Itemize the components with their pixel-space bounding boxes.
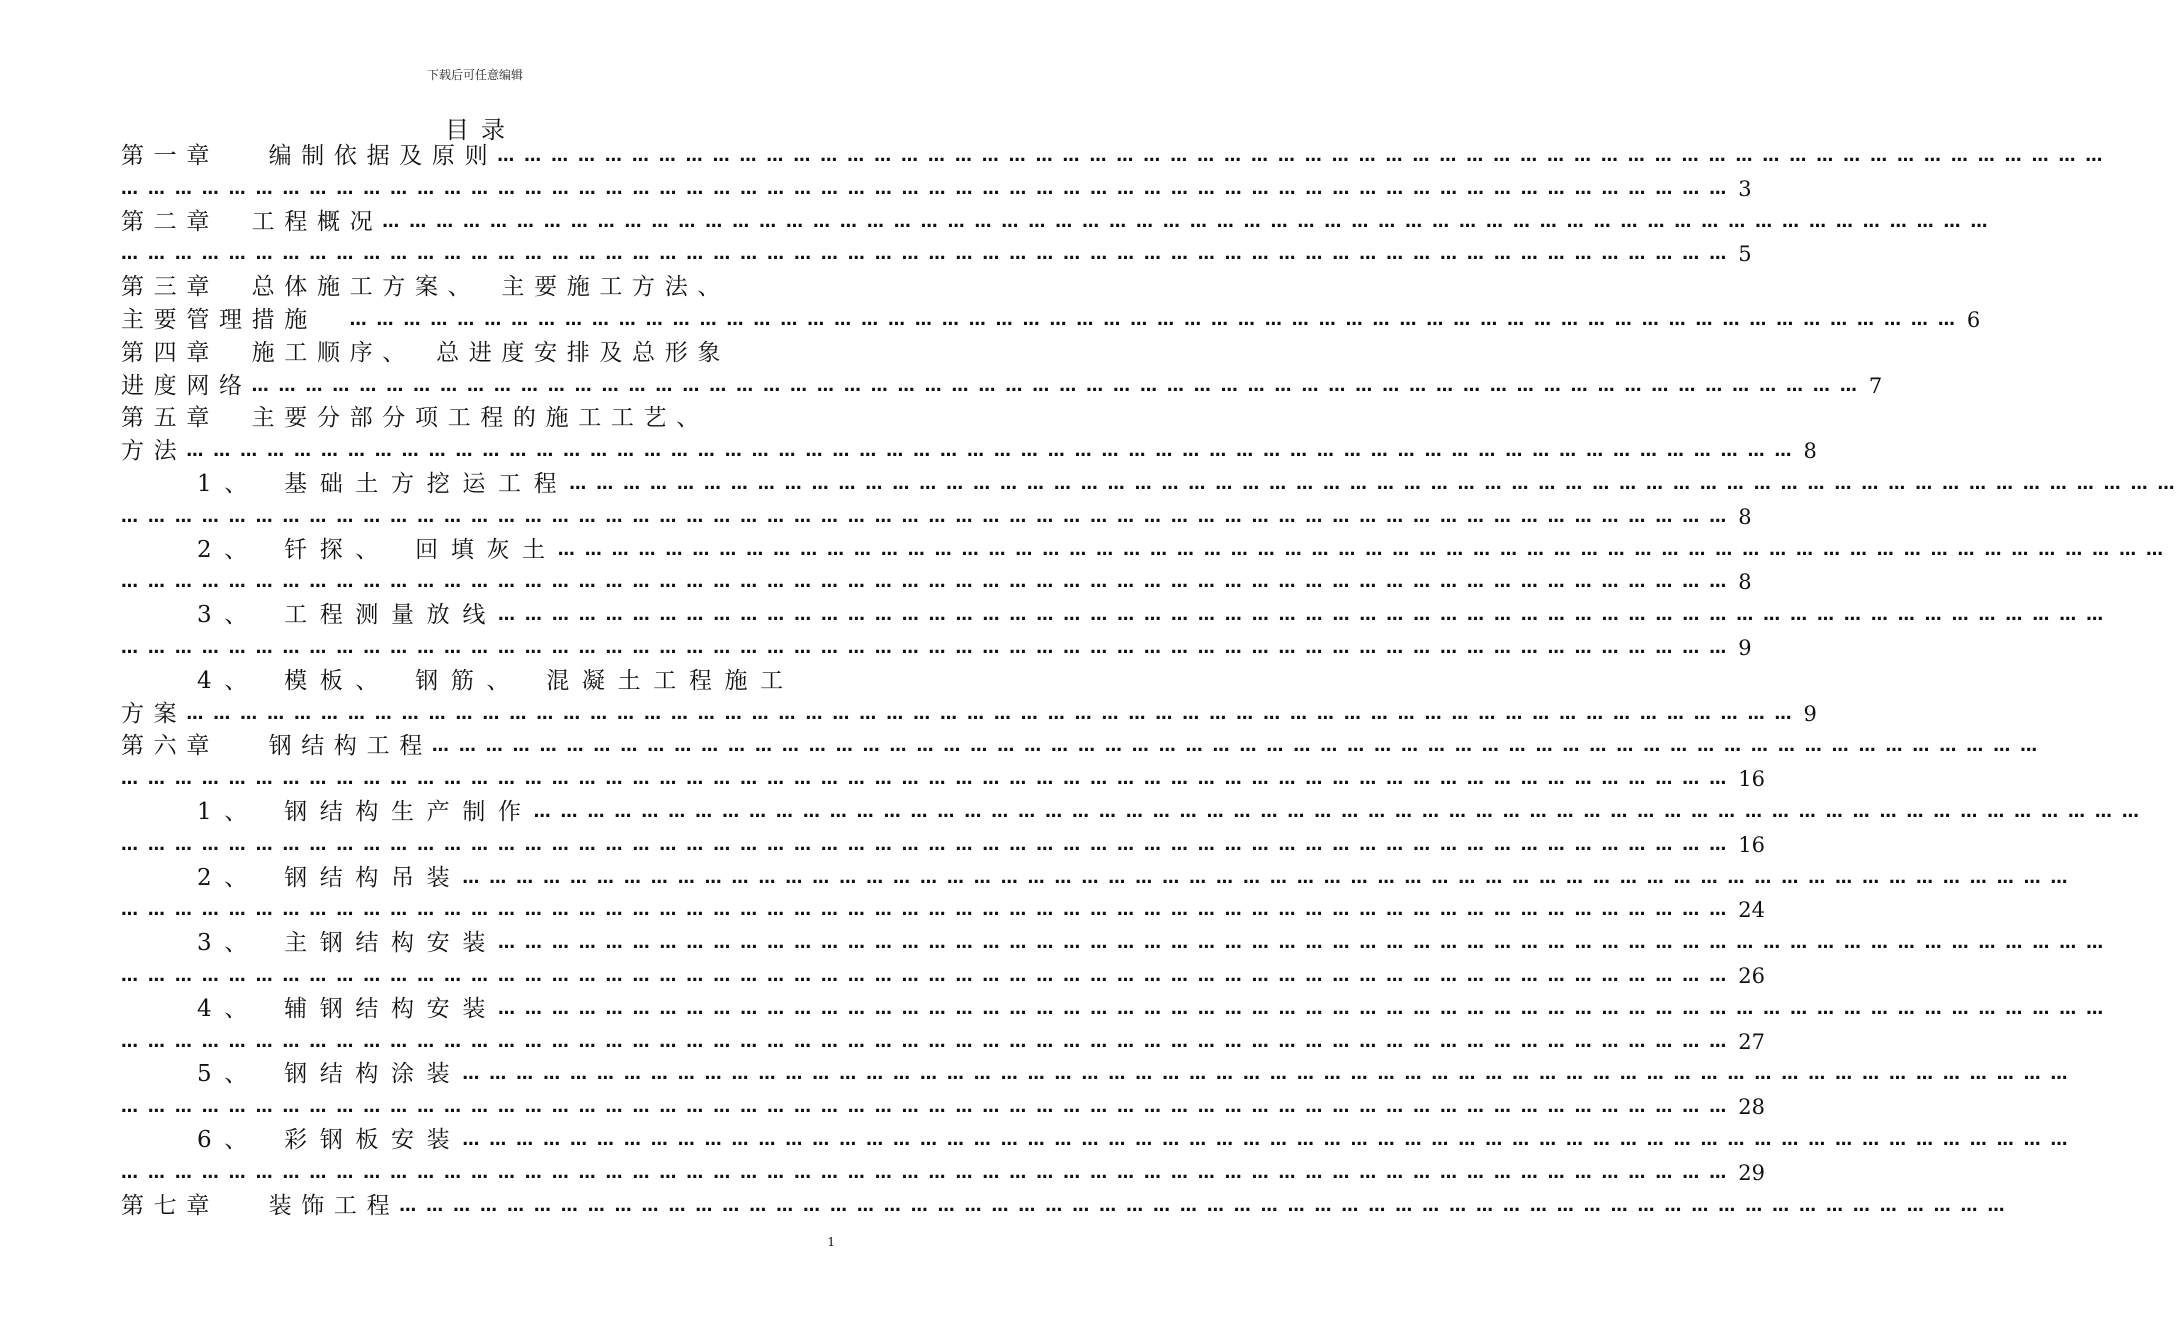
toc-entry[interactable]	[121, 1190, 2007, 1223]
dot-leader: … … … … … … … … … … … … … … … … … … … … … … … … … … … … … … … … … … … … … … … … … … … … … … … … … … … … … … … … … … … …	[557, 539, 2165, 560]
toc-line	[121, 468, 2177, 501]
dot-leader: … … … … … … … … … … … … … … … … … … … … … … … … … … … … … … … … … … … … … … … … … … … … … … … … … … … … … … … … … … … …	[186, 703, 1794, 724]
toc-page-number: 6	[1966, 307, 1981, 332]
dot-leader: … … … … … … … … … … … … … … … … … … … … … … … … … … … … … … … … … … … … … … … … … … … … … … … … … … … … … … … … … … … …	[186, 441, 1794, 462]
toc-entry-text: 第六章 钢结构工程	[121, 733, 432, 760]
toc-entry-text: 2、 钢结构吊装	[197, 864, 463, 891]
toc-entry-text: 1、 基础土方挖运工程	[197, 470, 570, 497]
toc-entry-text: 3、 工程测量放线	[197, 602, 498, 629]
toc-entry-text: 6、 彩钢板安装	[197, 1126, 463, 1153]
toc-entry-text: 第五章 主要分部分项工程的施工工艺、	[121, 405, 709, 432]
dot-leader: … … … … … … … … … … … … … … … … … … … … … … … … … … … … … … … … … … … … … … … … … … … … … … … … … … … … … … … … … … … …	[462, 1064, 2070, 1085]
toc-entry[interactable]	[121, 599, 2106, 665]
toc-page-number: 24	[1738, 898, 1765, 923]
toc-entry[interactable]	[121, 1058, 2070, 1124]
toc-entry-text: 5、 钢结构涂装	[197, 1061, 463, 1088]
toc-line	[121, 894, 1765, 927]
dot-leader: … … … … … … … … … … … … … … … … … … … … … … … … … … … … … … … … … … … … … … … … … … … … … … … … … … … … … … … … … … … …	[497, 933, 2106, 954]
toc-entry[interactable]	[121, 337, 1883, 403]
dot-leader: … … … … … … … … … … … … … … … … … … … … … … … … … … … … … … … … … … … … … … … … … … … … … … … … … … … … … … … … … … … …	[349, 309, 1957, 330]
toc-entry-text: 第七章 装饰工程	[121, 1192, 400, 1219]
table-of-contents	[121, 140, 2177, 1222]
toc-line	[121, 370, 1883, 403]
toc-line	[121, 730, 2040, 763]
toc-entry[interactable]	[121, 402, 1817, 468]
toc-entry-text: 第一章 编制依据及原则	[121, 143, 498, 169]
toc-line	[121, 1124, 2070, 1157]
dot-leader: … … … … … … … … … … … … … … … … … … … … … … … … … … … … … … … … … … … … … … … … … … … … … … … … … … … … … … … … … … … …	[533, 801, 2141, 822]
dot-leader: … … … … … … … … … … … … … … … … … … … … … … … … … … … … … … … … … … … … … … … … … … … … … … … … … … … … … … … … … … … …	[497, 146, 2105, 166]
toc-line	[121, 763, 1765, 796]
dot-leader: … … … … … … … … … … … … … … … … … … … … … … … … … … … … … … … … … … … … … … … … … … … … … … … … … … … … … … … … … … … …	[382, 211, 1990, 232]
toc-page-number: 5	[1738, 242, 1752, 267]
dot-leader: … … … … … … … … … … … … … … … … … … … … … … … … … … … … … … … … … … … … … … … … … … … … … … … … … … … … … … … … … … … …	[121, 244, 1729, 265]
dot-leader: … … … … … … … … … … … … … … … … … … … … … … … … … … … … … … … … … … … … … … … … … … … … … … … … … … … … … … … … … … … …	[121, 769, 1729, 790]
toc-line	[121, 698, 1817, 731]
toc-entry[interactable]	[121, 927, 2106, 993]
toc-entry[interactable]	[121, 862, 2070, 928]
toc-line	[121, 337, 817, 370]
toc-line	[121, 927, 2106, 960]
toc-page-number: 26	[1738, 963, 1765, 988]
dot-leader: … … … … … … … … … … … … … … … … … … … … … … … … … … … … … … … … … … … … … … … … … … … … … … … … … … … … … … … … … … … …	[462, 1129, 2070, 1150]
dot-leader: … … … … … … … … … … … … … … … … … … … … … … … … … … … … … … … … … … … … … … … … … … … … … … … … … … … … … … … … … … … …	[251, 375, 1859, 396]
toc-line	[121, 238, 1752, 271]
toc-line	[121, 796, 2141, 829]
toc-entry[interactable]	[121, 534, 2165, 600]
toc-entry[interactable]	[121, 665, 1817, 731]
dot-leader: … … … … … … … … … … … … … … … … … … … … … … … … … … … … … … … … … … … … … … … … … … … … … … … … … … … … … … … … … … … …	[497, 998, 2106, 1019]
dot-leader: … … … … … … … … … … … … … … … … … … … … … … … … … … … … … … … … … … … … … … … … … … … … … … … … … … … … … … … … … … … …	[121, 900, 1729, 921]
toc-page-number: 9	[1738, 635, 1752, 660]
dot-leader: … … … … … … … … … … … … … … … … … … … … … … … … … … … … … … … … … … … … … … … … … … … … … … … … … … … … … … … … … … … …	[121, 1162, 1729, 1183]
toc-page-number: 27	[1738, 1029, 1765, 1054]
toc-entry-text: 进度网络	[121, 372, 252, 399]
toc-entry-text: 第四章 施工顺序、 总进度安排及总形象	[121, 339, 731, 366]
toc-line	[121, 304, 1981, 337]
toc-line	[121, 1091, 1765, 1124]
toc-page-number: 28	[1738, 1095, 1765, 1120]
toc-page-number: 3	[1738, 176, 1752, 201]
toc-line	[121, 862, 2070, 895]
toc-entry-text: 第二章 工程概况	[121, 208, 383, 235]
toc-entry-text: 4、 辅钢结构安装	[197, 995, 498, 1022]
toc-entry[interactable]	[121, 1124, 2070, 1190]
dot-leader: … … … … … … … … … … … … … … … … … … … … … … … … … … … … … … … … … … … … … … … … … … … … … … … … … … … … … … … … … … … …	[497, 605, 2106, 626]
toc-line	[121, 632, 1752, 665]
toc-entry-text: 方案	[121, 700, 187, 727]
toc-line	[121, 566, 1752, 599]
toc-entry[interactable]	[121, 206, 1990, 272]
toc-entry[interactable]	[121, 730, 2040, 796]
toc-line	[121, 993, 2106, 1026]
toc-line	[121, 665, 817, 698]
page-number: 1	[827, 1235, 835, 1249]
toc-line	[121, 435, 1817, 468]
dot-leader: … … … … … … … … … … … … … … … … … … … … … … … … … … … … … … … … … … … … … … … … … … … … … … … … … … … … … … … … … … … …	[121, 178, 1729, 199]
toc-entry-text: 2、 钎探、 回填灰土	[197, 536, 558, 563]
toc-entry-text: 1、 钢结构生产制作	[197, 798, 534, 825]
dot-leader: … … … … … … … … … … … … … … … … … … … … … … … … … … … … … … … … … … … … … … … … … … … … … … … … … … … … … … … … … … … …	[121, 1097, 1729, 1118]
dot-leader: … … … … … … … … … … … … … … … … … … … … … … … … … … … … … … … … … … … … … … … … … … … … … … … … … … … … … … … … … … … …	[121, 834, 1729, 855]
toc-entry-text: 第三章 总体施工方案、 主要施工方法、	[121, 274, 731, 301]
toc-line	[121, 1157, 1765, 1190]
toc-page-number: 9	[1803, 701, 1817, 726]
toc-page-number: 16	[1738, 832, 1765, 857]
dot-leader: … … … … … … … … … … … … … … … … … … … … … … … … … … … … … … … … … … … … … … … … … … … … … … … … … … … … … … … … … … … …	[121, 506, 1729, 527]
toc-line	[121, 534, 2165, 567]
dot-leader: … … … … … … … … … … … … … … … … … … … … … … … … … … … … … … … … … … … … … … … … … … … … … … … … … … … … … … … … … … … …	[121, 637, 1729, 658]
toc-entry[interactable]	[121, 140, 2105, 206]
dot-leader: … … … … … … … … … … … … … … … … … … … … … … … … … … … … … … … … … … … … … … … … … … … … … … … … … … … … … … … … … … … …	[121, 572, 1729, 593]
page-header: 下载后可任意编辑	[426, 68, 523, 82]
toc-entry-text: 3、 主钢结构安装	[197, 930, 498, 957]
toc-line	[121, 173, 1752, 206]
dot-leader: … … … … … … … … … … … … … … … … … … … … … … … … … … … … … … … … … … … … … … … … … … … … … … … … … … … … … … … … … … … …	[399, 1195, 2007, 1216]
toc-entry[interactable]	[121, 271, 1981, 337]
toc-page-number: 7	[1868, 373, 1883, 398]
toc-line	[121, 599, 2106, 632]
toc-page-number: 29	[1738, 1160, 1765, 1185]
toc-line	[121, 271, 817, 304]
dot-leader: … … … … … … … … … … … … … … … … … … … … … … … … … … … … … … … … … … … … … … … … … … … … … … … … … … … … … … … … … … … …	[569, 473, 2177, 494]
toc-line	[121, 206, 1990, 239]
toc-line	[121, 1058, 2070, 1091]
toc-entry-text: 4、 模板、 钢筋、 混凝土工程施工	[197, 667, 796, 694]
dot-leader: … … … … … … … … … … … … … … … … … … … … … … … … … … … … … … … … … … … … … … … … … … … … … … … … … … … … … … … … … … … …	[462, 867, 2070, 888]
toc-entry[interactable]	[121, 993, 2106, 1059]
toc-line	[121, 501, 1752, 534]
toc-line	[121, 1026, 1765, 1059]
toc-line	[121, 402, 817, 435]
dot-leader: … … … … … … … … … … … … … … … … … … … … … … … … … … … … … … … … … … … … … … … … … … … … … … … … … … … … … … … … … … … …	[121, 1031, 1729, 1052]
toc-page-number: 16	[1738, 767, 1765, 792]
toc-entry[interactable]	[121, 468, 2177, 534]
toc-page-number: 8	[1738, 570, 1752, 595]
dot-leader: … … … … … … … … … … … … … … … … … … … … … … … … … … … … … … … … … … … … … … … … … … … … … … … … … … … … … … … … … … … …	[121, 965, 1729, 986]
toc-line	[121, 140, 2105, 173]
toc-line	[121, 829, 1765, 862]
toc-entry-text: 方法	[121, 438, 187, 465]
toc-entry-text: 主要管理措施	[121, 306, 350, 333]
dot-leader: … … … … … … … … … … … … … … … … … … … … … … … … … … … … … … … … … … … … … … … … … … … … … … … … … … … … … … … … … … … …	[431, 736, 2040, 757]
toc-line	[121, 1190, 2007, 1223]
toc-page-number: 8	[1803, 439, 1817, 464]
toc-line	[121, 960, 1765, 993]
toc-entry[interactable]	[121, 796, 2141, 862]
toc-title: 目录	[445, 116, 517, 144]
toc-page-number: 8	[1738, 504, 1752, 529]
